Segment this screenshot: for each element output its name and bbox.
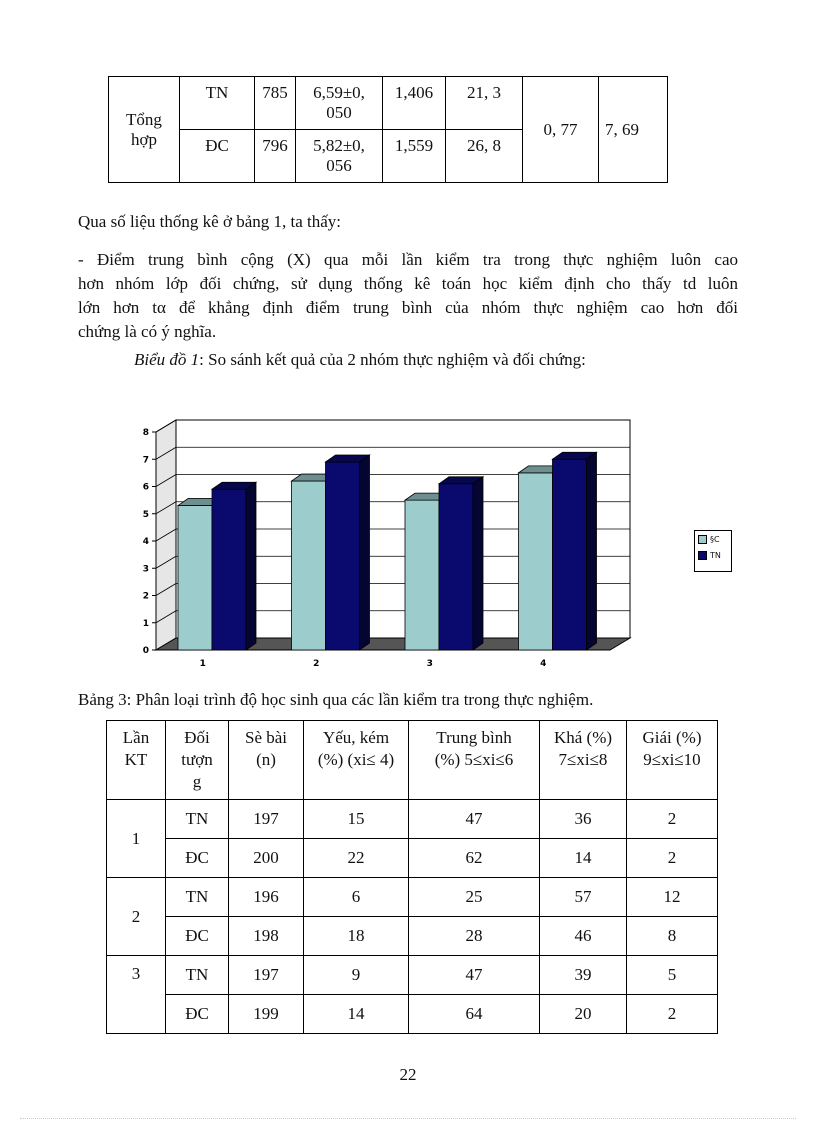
x-tick-label: 1 (199, 659, 206, 669)
group-label-cell: Tổng hợp (109, 77, 180, 183)
table-cell: 2 (627, 995, 718, 1034)
table-cell: 47 (409, 956, 540, 995)
table-cell: 18 (304, 917, 409, 956)
chart-caption-text: : So sánh kết quả của 2 nhóm thực nghiệm và đối chứng: (199, 350, 586, 369)
table-cell: 47 (409, 800, 540, 839)
bar-tn-1 (212, 489, 246, 650)
table3-caption: Bảng 3: Phân loại trình độ học sinh qua các lần kiểm tra trong thực nghiệm. (78, 690, 594, 709)
table-cell: 6 (304, 878, 409, 917)
table-cell: 2 (627, 839, 718, 878)
bullet-line-2: hơn nhóm lớp đối chứng, sử dụng thống kê toán học kiểm định cho thấy td luôn (78, 274, 738, 293)
x-tick-label: 3 (426, 659, 433, 669)
y-tick-label: 5 (142, 509, 149, 520)
y-tick-label: 2 (142, 591, 149, 602)
table-cell: 1,406 (383, 77, 446, 130)
table-cell: 200 (229, 839, 304, 878)
bar-chart (130, 418, 670, 673)
table-row (107, 917, 718, 956)
table-cell: 14 (540, 839, 627, 878)
table-row (107, 839, 718, 878)
table-cell: 197 (229, 956, 304, 995)
bullet-line-4: chứng là có ý nghĩa. (78, 322, 217, 341)
y-tick-label: 3 (142, 564, 149, 575)
table-cell: 57 (540, 878, 627, 917)
table-row (107, 995, 718, 1034)
legend-swatch-dc (698, 535, 707, 544)
lan-cell: 2 (107, 878, 166, 956)
table-cell: 5 (627, 956, 718, 995)
header-so-bai: Sè bài (n) (229, 721, 304, 800)
table-cell: 36 (540, 800, 627, 839)
table-cell: 20 (540, 995, 627, 1034)
y-tick-label: 4 (142, 537, 149, 547)
header-trung-binh: Trung bình (%) 5≤xi≤6 (409, 721, 540, 800)
table-row (107, 956, 718, 995)
legend-swatch-tn (698, 551, 707, 560)
table-cell: 28 (409, 917, 540, 956)
table-cell: 7, 69 (599, 77, 668, 183)
table-cell: 25 (409, 878, 540, 917)
table-cell: 64 (409, 995, 540, 1034)
intro-paragraph: Qua số liệu thống kê ở bảng 1, ta thấy: (78, 212, 341, 231)
bar-side-tn-4 (587, 452, 597, 650)
page-footer-divider (20, 1118, 796, 1119)
y-tick-label: 1 (142, 618, 149, 629)
classification-table (106, 720, 718, 1034)
table-cell: 9 (304, 956, 409, 995)
table-cell: 0, 77 (523, 77, 599, 183)
table-cell: ĐC (166, 839, 229, 878)
bar-side-tn-2 (360, 455, 370, 650)
table-cell: 198 (229, 917, 304, 956)
table-row (107, 800, 718, 839)
table-cell: ĐC (180, 130, 255, 183)
table-row (107, 878, 718, 917)
bar-side-tn-1 (246, 482, 256, 650)
header-doi-tuong: Đối tượn g (166, 721, 229, 800)
bar-dc-3 (405, 500, 439, 650)
bar-dc-4 (519, 473, 553, 650)
page-number: 22 (399, 1065, 417, 1084)
table-cell: 197 (229, 800, 304, 839)
bullet-line-1: - Điểm trung bình cộng (X) qua mỗi lần kiểm tra trong thực nghiệm luôn cao (78, 250, 738, 269)
table-cell: 21, 3 (446, 77, 523, 130)
table-cell: 46 (540, 917, 627, 956)
table-cell: TN (180, 77, 255, 130)
table-cell: TN (166, 878, 229, 917)
legend-item-tn (695, 547, 731, 563)
table-cell: 62 (409, 839, 540, 878)
table-cell: 5,82±0, 056 (296, 130, 383, 183)
table-cell: TN (166, 800, 229, 839)
table-cell: 22 (304, 839, 409, 878)
table-row (109, 77, 668, 130)
summary-table (108, 76, 668, 183)
table-cell: TN (166, 956, 229, 995)
legend-label-dc: §C (710, 534, 720, 544)
chart-caption (134, 350, 586, 370)
table-cell: 8 (627, 917, 718, 956)
table-cell: 1,559 (383, 130, 446, 183)
table-cell: 39 (540, 956, 627, 995)
y-tick-label: 6 (142, 482, 149, 493)
y-tick-label: 8 (142, 428, 149, 438)
table-cell: 196 (229, 878, 304, 917)
table-cell: 6,59±0, 050 (296, 77, 383, 130)
table-cell: 14 (304, 995, 409, 1034)
chart-legend (694, 530, 732, 572)
table-cell: 796 (255, 130, 296, 183)
lan-cell: 3 (107, 956, 166, 1034)
table-cell: ĐC (166, 917, 229, 956)
x-tick-label: 4 (540, 659, 547, 669)
legend-label-tn: TN (710, 550, 721, 560)
table-cell: 199 (229, 995, 304, 1034)
table-cell: 12 (627, 878, 718, 917)
bar-tn-3 (439, 484, 473, 650)
bar-dc-2 (292, 481, 326, 650)
bar-tn-4 (553, 459, 587, 650)
x-tick-label: 2 (313, 659, 320, 669)
y-tick-label: 0 (142, 646, 149, 656)
header-gioi: Giái (%) 9≤xi≤10 (627, 721, 718, 800)
table-cell: 785 (255, 77, 296, 130)
header-kha: Khá (%) 7≤xi≤8 (540, 721, 627, 800)
bar-tn-2 (326, 462, 360, 650)
y-tick-label: 7 (142, 455, 149, 466)
legend-item-dc (695, 531, 731, 547)
table-cell: 15 (304, 800, 409, 839)
table-cell: 2 (627, 800, 718, 839)
header-lan: Lần KT (107, 721, 166, 800)
table-header-row (107, 721, 718, 800)
bullet-line-3: lớn hơn tα để khẳng định điểm trung bình của nhóm thực nghiệm cao hơn đối (78, 298, 738, 317)
table-cell: ĐC (166, 995, 229, 1034)
header-yeu-kem: Yếu, kém (%) (xi≤ 4) (304, 721, 409, 800)
lan-cell: 1 (107, 800, 166, 878)
bar-dc-1 (178, 506, 212, 650)
bar-side-tn-3 (473, 477, 483, 650)
chart-caption-label: Biểu đồ 1 (134, 350, 200, 369)
table-cell: 26, 8 (446, 130, 523, 183)
